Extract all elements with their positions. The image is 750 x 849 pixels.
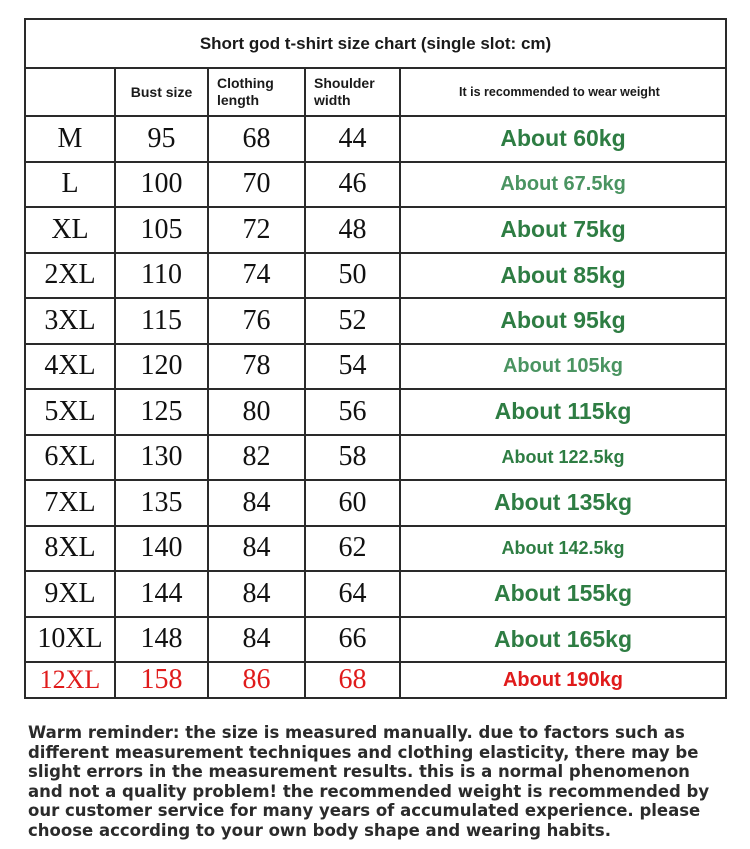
weight-value: About 75kg: [400, 207, 726, 253]
shoulder-value: 64: [305, 571, 400, 617]
shoulder-value: 62: [305, 526, 400, 572]
size-label: 8XL: [25, 526, 115, 572]
shoulder-value: 66: [305, 617, 400, 663]
table-row-highlighted: [25, 662, 726, 698]
bust-value: 130: [115, 435, 208, 481]
bust-value: 115: [115, 298, 208, 344]
shoulder-value: 54: [305, 344, 400, 390]
weight-value: About 122.5kg: [400, 435, 726, 481]
table-row: [25, 571, 726, 617]
bust-value: 95: [115, 116, 208, 162]
length-value: 82: [208, 435, 305, 481]
shoulder-value: 56: [305, 389, 400, 435]
header-row: [25, 68, 726, 116]
bust-value: 148: [115, 617, 208, 663]
weight-value: About 190kg: [400, 662, 726, 698]
size-label: XL: [25, 207, 115, 253]
length-value: 78: [208, 344, 305, 390]
header-size: [25, 68, 115, 116]
weight-value: About 67.5kg: [400, 162, 726, 208]
size-label: 9XL: [25, 571, 115, 617]
bust-value: 100: [115, 162, 208, 208]
length-value: 80: [208, 389, 305, 435]
weight-value: About 95kg: [400, 298, 726, 344]
bust-value: 140: [115, 526, 208, 572]
shoulder-value: 44: [305, 116, 400, 162]
table-row: [25, 435, 726, 481]
table-row: [25, 253, 726, 299]
chart-title: Short god t-shirt size chart (single slot: cm): [25, 19, 726, 68]
bust-value: 144: [115, 571, 208, 617]
size-label: 6XL: [25, 435, 115, 481]
table-row: [25, 162, 726, 208]
length-value: 74: [208, 253, 305, 299]
table-row: [25, 298, 726, 344]
size-label: M: [25, 116, 115, 162]
shoulder-value: 48: [305, 207, 400, 253]
weight-value: About 60kg: [400, 116, 726, 162]
bust-value: 158: [115, 662, 208, 698]
table-row: [25, 480, 726, 526]
size-label: 5XL: [25, 389, 115, 435]
shoulder-value: 52: [305, 298, 400, 344]
bust-value: 135: [115, 480, 208, 526]
weight-value: About 155kg: [400, 571, 726, 617]
shoulder-value: 46: [305, 162, 400, 208]
size-label: 10XL: [25, 617, 115, 663]
weight-value: About 115kg: [400, 389, 726, 435]
length-value: 68: [208, 116, 305, 162]
size-label: 3XL: [25, 298, 115, 344]
size-label: 12XL: [25, 662, 115, 698]
bust-value: 125: [115, 389, 208, 435]
header-clothing-length: Clothing length: [208, 68, 305, 116]
weight-value: About 105kg: [400, 344, 726, 390]
length-value: 86: [208, 662, 305, 698]
table-row: [25, 526, 726, 572]
size-label: 2XL: [25, 253, 115, 299]
size-label: L: [25, 162, 115, 208]
table-row: [25, 207, 726, 253]
length-value: 84: [208, 526, 305, 572]
weight-value: About 165kg: [400, 617, 726, 663]
table-row: [25, 116, 726, 162]
length-value: 84: [208, 571, 305, 617]
header-recommended-weight: It is recommended to wear weight: [400, 68, 726, 116]
weight-value: About 85kg: [400, 253, 726, 299]
shoulder-value: 50: [305, 253, 400, 299]
table-row: [25, 389, 726, 435]
shoulder-value: 58: [305, 435, 400, 481]
header-bust-size: Bust size: [115, 68, 208, 116]
warm-reminder-note: Warm reminder: the size is measured manually. due to factors such as different measurement techniques and clothing elasticity, there may be slight errors in the measurement results. this is a normal phenomenon and not a quality problem! the recommended weight is recommended by our customer service for many years of accumulated experience. please choose according to your own body shape and wearing habits.: [28, 723, 710, 840]
size-label: 7XL: [25, 480, 115, 526]
size-label: 4XL: [25, 344, 115, 390]
shoulder-value: 68: [305, 662, 400, 698]
length-value: 84: [208, 617, 305, 663]
length-value: 76: [208, 298, 305, 344]
length-value: 84: [208, 480, 305, 526]
bust-value: 120: [115, 344, 208, 390]
title-row: [25, 19, 726, 68]
length-value: 72: [208, 207, 305, 253]
length-value: 70: [208, 162, 305, 208]
bust-value: 110: [115, 253, 208, 299]
table-row: [25, 617, 726, 663]
weight-value: About 142.5kg: [400, 526, 726, 572]
weight-value: About 135kg: [400, 480, 726, 526]
size-chart-table: [24, 18, 727, 699]
header-shoulder-width: Shoulder width: [305, 68, 400, 116]
table-row: [25, 344, 726, 390]
shoulder-value: 60: [305, 480, 400, 526]
bust-value: 105: [115, 207, 208, 253]
